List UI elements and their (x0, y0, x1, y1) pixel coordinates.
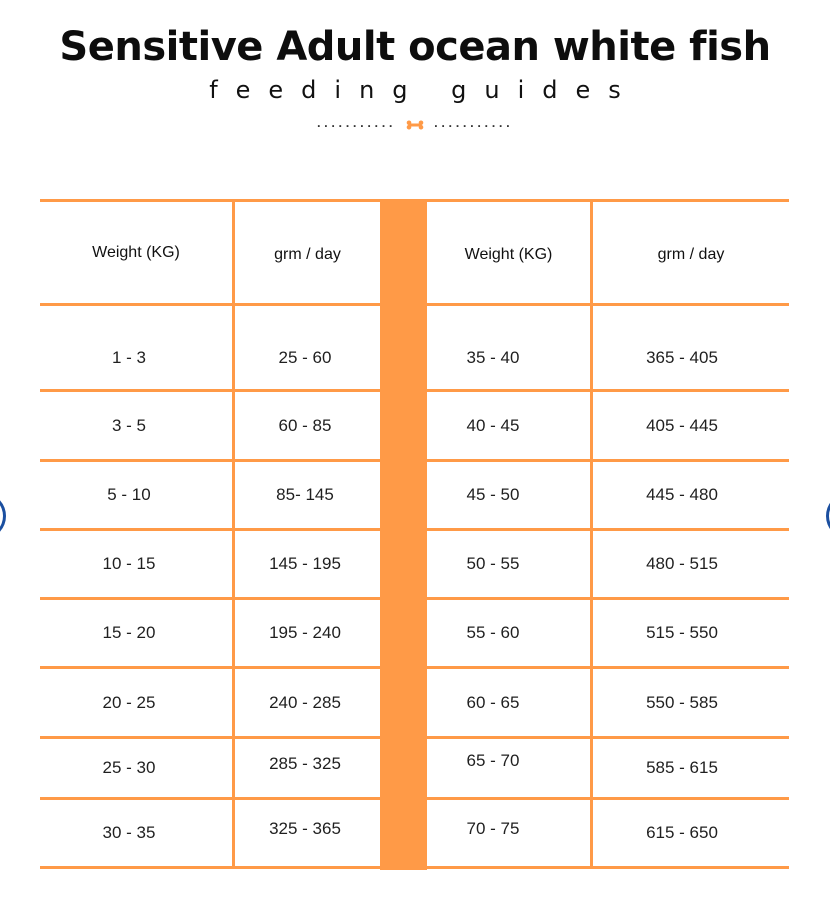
divider-dots-left: ........... (316, 119, 396, 130)
divider-dots-right: ........... (434, 119, 514, 130)
table-cell-weight: 10 - 15 (102, 554, 156, 573)
header-weight-left: Weight (KG) (92, 243, 180, 261)
header-weight-right: Weight (KG) (464, 245, 553, 263)
bone-icon (406, 120, 424, 130)
table-cell-grams: 60 - 85 (278, 415, 332, 435)
decorative-divider (0, 118, 830, 132)
page-title: Sensitive Adult ocean white fish (59, 24, 771, 70)
table-cell-grams: 365 - 405 (646, 347, 718, 367)
table-cell-weight: 45 - 50 (466, 485, 520, 504)
table-cell-weight: 65 - 70 (466, 751, 520, 770)
table-cell-weight: 3 - 5 (111, 415, 147, 435)
table-cell-weight: 40 - 45 (466, 415, 520, 435)
carousel-next-button[interactable] (826, 494, 830, 538)
table-cell-weight: 50 - 55 (466, 554, 520, 573)
center-separator-bar (380, 199, 427, 870)
table-cell-grams: 515 - 550 (646, 623, 718, 642)
table-cell-weight: 35 - 40 (466, 347, 520, 367)
table-cell-grams: 325 - 365 (269, 819, 341, 838)
table-cell-grams: 585 - 615 (646, 758, 718, 777)
table-cell-weight: 15 - 20 (102, 623, 156, 642)
table-cell-grams: 405 - 445 (646, 415, 718, 435)
table-cell-weight: 25 - 30 (102, 758, 156, 777)
table-border-bottom (40, 866, 789, 869)
feeding-guide-table (40, 199, 789, 871)
table-cell-grams: 240 - 285 (269, 692, 341, 712)
table-cell-grams: 85- 145 (276, 485, 334, 504)
table-cell-grams: 285 - 325 (269, 754, 341, 773)
table-cell-grams: 445 - 480 (646, 485, 718, 504)
table-cell-grams: 480 - 515 (646, 554, 718, 573)
table-cell-weight: 20 - 25 (102, 692, 156, 712)
header-grams-right: grm / day (657, 245, 725, 263)
table-cell-weight: 70 - 75 (466, 819, 520, 838)
table-cell-grams: 550 - 585 (646, 692, 718, 712)
table-cell-weight: 60 - 65 (466, 692, 520, 712)
page-subtitle: feeding guides (209, 76, 639, 104)
table-cell-grams: 145 - 195 (269, 554, 341, 573)
carousel-prev-button[interactable] (0, 494, 6, 538)
table-cell-weight: 30 - 35 (102, 823, 156, 842)
table-cell-grams: 25 - 60 (278, 347, 332, 367)
table-cell-grams: 615 - 650 (646, 823, 718, 842)
header-grams-left: grm / day (274, 245, 341, 263)
table-cell-grams: 195 - 240 (269, 623, 341, 642)
table-cell-weight: 1 - 3 (111, 347, 147, 367)
table-cell-weight: 55 - 60 (466, 623, 520, 642)
table-cell-weight: 5 - 10 (107, 485, 151, 504)
